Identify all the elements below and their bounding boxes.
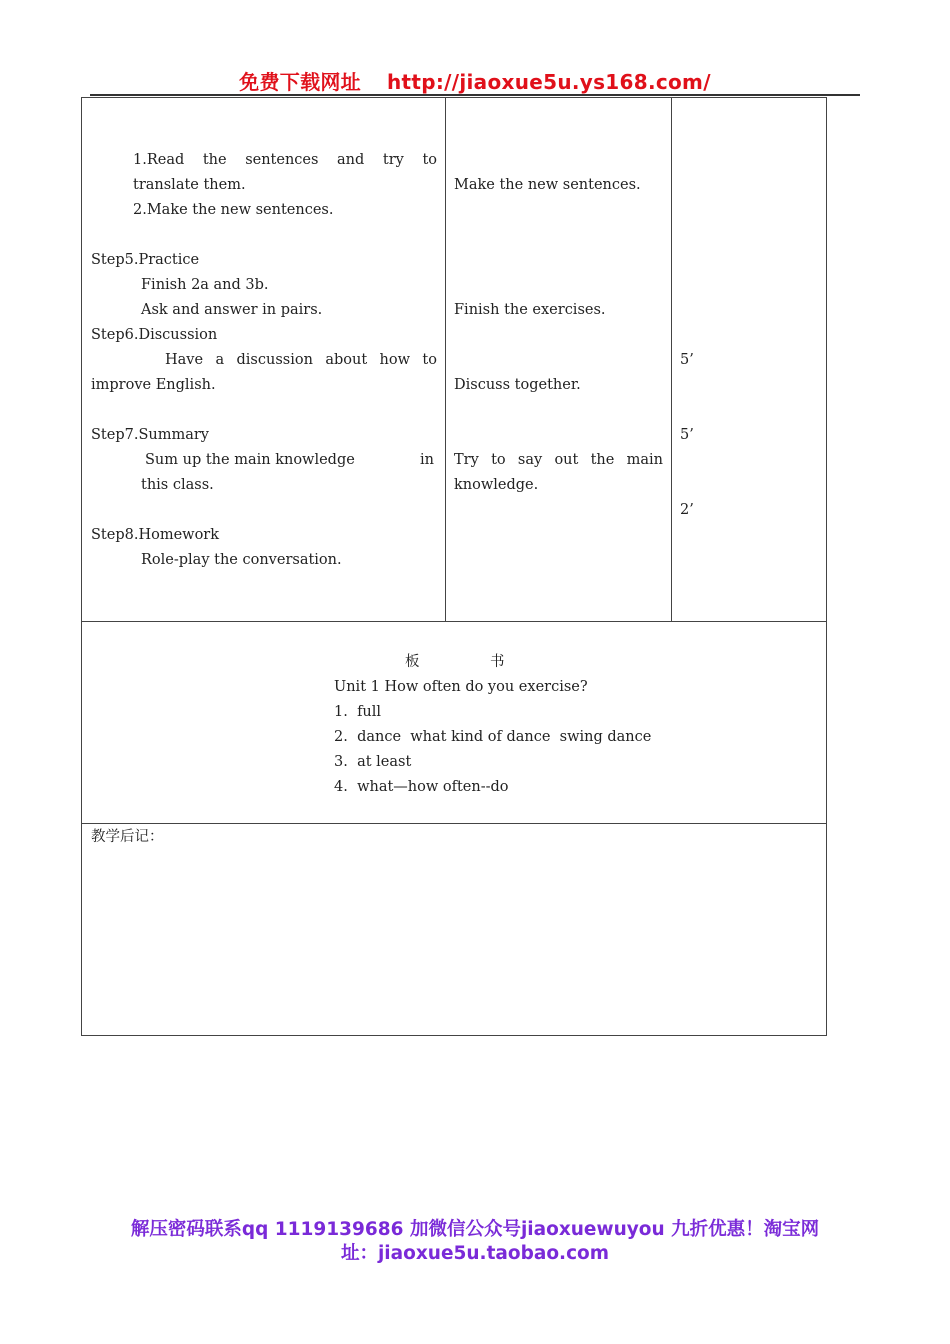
header-title: 免费下载网址 (239, 70, 361, 94)
blackboard-item (334, 703, 381, 721)
step-line: translate them. (133, 177, 246, 193)
steps-row (82, 98, 827, 622)
step-line: 2.Make the new sentences. (133, 202, 334, 218)
student-line: Make the new sentences. (454, 177, 641, 193)
footer-line-1: 解压密码联系qq 1119139686 加微信公众号jiaoxuewuyou 九折优惠！淘宝网 (130, 1219, 820, 1240)
item-number: 2. (334, 729, 348, 745)
blackboard-item (334, 778, 509, 796)
blackboard-row (82, 622, 827, 824)
time-cell (672, 98, 827, 622)
step-heading: Step5.Practice (91, 252, 200, 268)
blackboard-heading: 书 (490, 654, 505, 670)
step-line: Sum up the main knowledge (145, 452, 355, 468)
step-line: Have a discussion about how to (165, 352, 437, 368)
step-line: Role-play the conversation. (141, 552, 342, 568)
blackboard-cell (82, 622, 827, 824)
time-value: 5’ (680, 427, 694, 443)
student-line: Discuss together. (454, 377, 581, 393)
reflection-row (82, 824, 827, 1036)
step-heading: Step8.Homework (91, 527, 220, 543)
item-text: dance what kind of dance swing dance (357, 729, 652, 745)
step-line: Ask and answer in pairs. (141, 302, 323, 318)
item-text: what—how often--do (357, 779, 509, 795)
blackboard-item (334, 728, 651, 746)
time-value: 5’ (680, 352, 694, 368)
item-number: 4. (334, 779, 348, 795)
student-line: Try to say out the main (454, 452, 663, 468)
reflection-cell (82, 824, 827, 1036)
blackboard-title: Unit 1 How often do you exercise? (334, 679, 588, 695)
lesson-plan-table (81, 97, 827, 1036)
header-url-link[interactable]: http://jiaoxue5u.ys168.com/ (386, 70, 711, 94)
blackboard-heading: 板 (405, 654, 420, 670)
time-value: 2’ (680, 502, 694, 518)
header-rule (90, 94, 860, 96)
item-number: 1. (334, 704, 348, 720)
step-line: in (420, 452, 434, 468)
step-line: 1.Read the sentences and try to (133, 152, 437, 168)
step-line: Finish 2a and 3b. (141, 277, 269, 293)
page-footer (0, 1218, 950, 1266)
reflection-label: 教学后记： (91, 829, 164, 845)
student-line: Finish the exercises. (454, 302, 606, 318)
step-heading: Step6.Discussion (91, 327, 218, 343)
item-text: at least (357, 754, 412, 770)
step-line: this class. (141, 477, 214, 493)
footer-line-2[interactable]: 址：jiaoxue5u.taobao.com (340, 1243, 610, 1264)
item-text: full (357, 704, 382, 720)
teacher-activity-cell (82, 98, 446, 622)
step-heading: Step7.Summary (91, 427, 209, 443)
step-line: improve English. (91, 377, 216, 393)
student-activity-cell (446, 98, 672, 622)
student-line: knowledge. (454, 477, 539, 493)
blackboard-item (334, 753, 411, 771)
page-header (0, 66, 950, 95)
item-number: 3. (334, 754, 348, 770)
